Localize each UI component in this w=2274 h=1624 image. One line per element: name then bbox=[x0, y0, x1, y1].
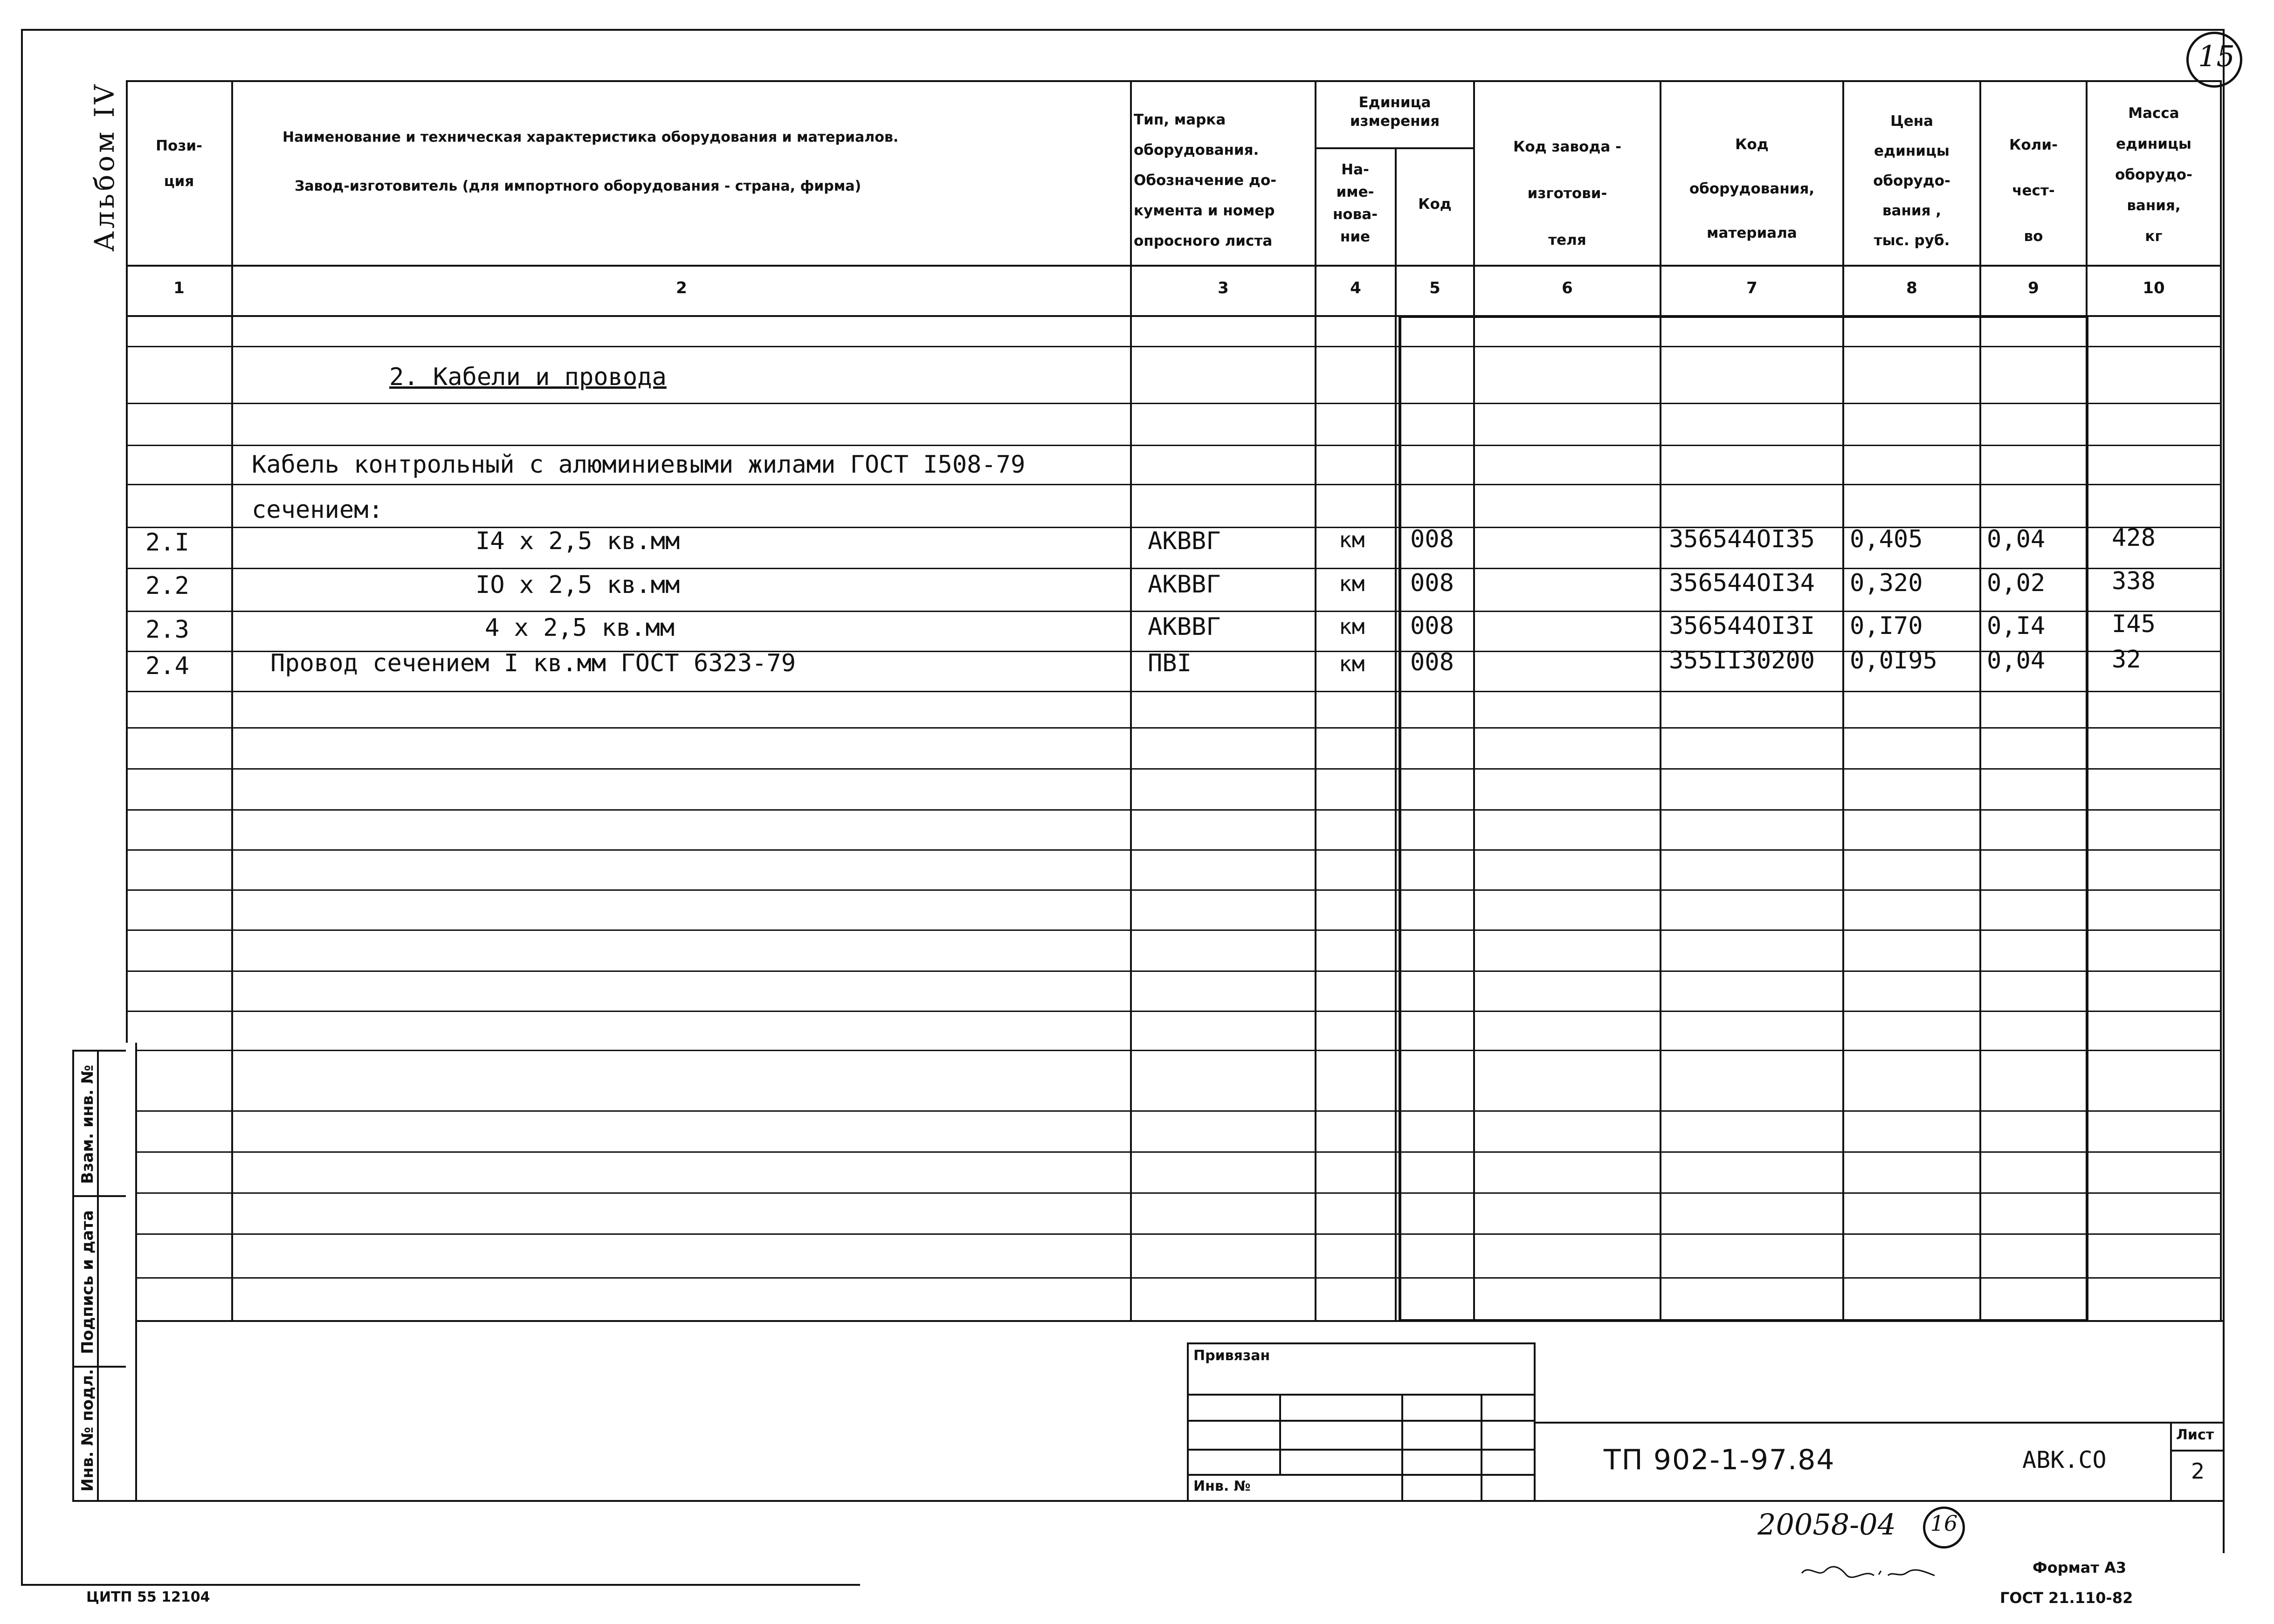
header-col7-line1: Код bbox=[1735, 136, 1769, 153]
table-row-name: IO х 2,5 кв.мм bbox=[475, 571, 680, 599]
header-col4-line1: На- bbox=[1341, 161, 1369, 178]
table-row-line bbox=[126, 445, 2222, 446]
privyazan-line4 bbox=[1187, 1474, 1535, 1476]
header-col10 bbox=[2088, 98, 2220, 252]
header-col2-line1: Наименование и техническая характеристика оборудования и материалов. bbox=[283, 129, 899, 145]
table-row-mass: 338 bbox=[2112, 567, 2156, 595]
col-number-10: 10 bbox=[2143, 279, 2165, 297]
header-col9-line3: во bbox=[2024, 228, 2043, 245]
table-row-code: 356544OI35 bbox=[1669, 525, 1815, 553]
col-number-5: 5 bbox=[1429, 279, 1440, 297]
col-line-6 bbox=[1660, 80, 1661, 1321]
page-number: 15 bbox=[2198, 39, 2235, 73]
side-stamp-inv-podl: Инв. № подл. bbox=[78, 1369, 97, 1492]
privyazan-line1 bbox=[1187, 1394, 1535, 1396]
table-row-line bbox=[126, 929, 2222, 931]
privyazan-col1 bbox=[1279, 1394, 1281, 1475]
side-stamp-vzam: Взам. инв. № bbox=[78, 1065, 97, 1184]
col-line-7 bbox=[1842, 80, 1844, 1321]
header-col6-line2: изготови- bbox=[1527, 185, 1607, 202]
header-sub-line bbox=[1315, 147, 1474, 149]
header-bottom bbox=[126, 265, 2222, 267]
col-right bbox=[2220, 80, 2222, 1321]
table-row-line bbox=[126, 727, 2222, 729]
table-row-code: 356544OI3I bbox=[1669, 612, 1815, 640]
header-col10-line4: вания, bbox=[2127, 197, 2181, 214]
table-row-name: 4 х 2,5 кв.мм bbox=[485, 614, 675, 642]
table-row-type: АКВВГ bbox=[1148, 571, 1221, 599]
table-row-line bbox=[126, 970, 2222, 972]
col-line-8 bbox=[1979, 80, 1981, 1321]
table-row-line bbox=[126, 889, 2222, 891]
table-row-unit: км bbox=[1339, 651, 1365, 676]
header-col10-line3: оборудо- bbox=[2115, 166, 2192, 183]
privyazan-label: Привязан bbox=[1193, 1348, 1270, 1364]
sheet-number: 2 bbox=[2191, 1459, 2205, 1484]
header-unit-line2: измерения bbox=[1350, 113, 1440, 130]
table-row-unit-code: 008 bbox=[1410, 648, 1454, 676]
header-col6-line1: Код завода - bbox=[1513, 138, 1621, 155]
title-block-bottom bbox=[135, 1500, 2223, 1502]
privyazan-col2 bbox=[1401, 1394, 1403, 1501]
col-number-9: 9 bbox=[2028, 279, 2039, 297]
header-col4-line2: име- bbox=[1336, 184, 1374, 200]
header-col7-line3: материала bbox=[1707, 225, 1797, 241]
doc-code: ТП 902-1-97.84 bbox=[1604, 1444, 1835, 1476]
col-line-4 bbox=[1395, 147, 1397, 1321]
header-col4-line4: ние bbox=[1340, 228, 1371, 245]
table-row-line bbox=[135, 1277, 2222, 1279]
frame-bottom bbox=[21, 1584, 860, 1586]
header-col1-line1: Пози- bbox=[156, 138, 202, 154]
header-col8-line2: единицы bbox=[1874, 143, 1950, 159]
table-row-line bbox=[135, 1233, 2222, 1235]
gost-label: ГОСТ 21.110-82 bbox=[2000, 1589, 2133, 1607]
header-col2-line2: Завод-изготовитель (для импортного оборудования - страна, фирма) bbox=[295, 178, 861, 194]
table-row-name: I4 х 2,5 кв.мм bbox=[475, 527, 680, 555]
header-col1-line2: ция bbox=[164, 173, 194, 190]
frame-right bbox=[2223, 29, 2225, 1553]
header-col4-line3: нова- bbox=[1332, 206, 1378, 223]
table-row-type: ПВI bbox=[1148, 649, 1192, 677]
table-row-line bbox=[126, 691, 2222, 692]
privyazan-top bbox=[1187, 1342, 1535, 1344]
privyazan-line2 bbox=[1187, 1420, 1535, 1422]
col-line-1 bbox=[231, 80, 233, 1321]
table-row-unit-code: 008 bbox=[1410, 569, 1454, 597]
description-line2: сечением: bbox=[252, 496, 383, 524]
side-stamp-mid bbox=[97, 1050, 99, 1502]
col-number-1: 1 bbox=[173, 279, 185, 297]
table-row-code: 355II30200 bbox=[1669, 647, 1815, 674]
table-row-type: АКВВГ bbox=[1148, 613, 1221, 641]
header-col10-line5: кг bbox=[2145, 228, 2163, 245]
table-row-price: 0,I70 bbox=[1850, 612, 1923, 640]
doc-code-top bbox=[1534, 1422, 2223, 1424]
table-row-pos: 2.4 bbox=[145, 652, 189, 680]
bold-box-top bbox=[1399, 315, 2088, 318]
table-row-mass: 428 bbox=[2112, 524, 2156, 552]
citp-label: ЦИТП 55 12104 bbox=[86, 1589, 210, 1605]
privyazan-line3 bbox=[1187, 1449, 1535, 1451]
table-row-line bbox=[126, 484, 2222, 485]
table-row-unit-code: 008 bbox=[1410, 525, 1454, 553]
signature-scribble bbox=[1799, 1557, 1939, 1585]
privyazan-col3 bbox=[1481, 1394, 1482, 1501]
header-col7 bbox=[1661, 123, 1842, 255]
table-row-unit-code: 008 bbox=[1410, 612, 1454, 640]
table-row-unit: км bbox=[1339, 527, 1365, 552]
col-left bbox=[126, 80, 128, 1043]
album-label: Альбом IV bbox=[89, 82, 120, 252]
header-col8-line3: оборудо- bbox=[1873, 172, 1950, 189]
table-row-line bbox=[126, 849, 2222, 851]
col-line-3 bbox=[1315, 80, 1316, 1321]
doc-mark: АВК.СО bbox=[2022, 1446, 2107, 1473]
header-col5: Код bbox=[1418, 196, 1452, 213]
col-number-4: 4 bbox=[1350, 279, 1361, 297]
header-col8-line5: тыс. руб. bbox=[1874, 232, 1950, 249]
table-row-unit: км bbox=[1339, 571, 1365, 596]
frame-top bbox=[21, 29, 2224, 31]
table-row-mass: 32 bbox=[2112, 646, 2141, 674]
table-row-pos: 2.2 bbox=[145, 572, 189, 600]
handwritten-number: 20058-04 bbox=[1757, 1507, 1896, 1541]
header-col3 bbox=[1134, 105, 1314, 256]
table-row-code: 356544OI34 bbox=[1669, 569, 1815, 597]
col-number-7: 7 bbox=[1746, 279, 1757, 297]
header-col10-line2: единицы bbox=[2116, 136, 2191, 152]
table-row-line bbox=[126, 1011, 2222, 1012]
section-title: 2. Кабели и провода bbox=[389, 363, 667, 391]
table-row-line bbox=[126, 403, 2222, 404]
col-number-3: 3 bbox=[1218, 279, 1229, 297]
format-label: Формат А3 bbox=[2033, 1559, 2127, 1576]
col-number-2: 2 bbox=[676, 279, 687, 297]
privyazan-left bbox=[1187, 1342, 1189, 1501]
table-row-line bbox=[135, 1151, 2222, 1153]
header-col8 bbox=[1844, 106, 1979, 255]
side-stamp-left bbox=[72, 1050, 74, 1502]
table-row-line bbox=[135, 1110, 2222, 1112]
col-number-8: 8 bbox=[1906, 279, 1917, 297]
side-stamp-div1 bbox=[72, 1195, 126, 1197]
header-col9 bbox=[1981, 122, 2086, 259]
header-col9-line2: чест- bbox=[2012, 182, 2055, 199]
header-col6-line3: теля bbox=[1548, 232, 1586, 248]
side-stamp-div2 bbox=[72, 1366, 126, 1368]
header-col1 bbox=[127, 138, 231, 190]
header-col7-line2: оборудования, bbox=[1689, 180, 1815, 197]
header-col8-line4: вания , bbox=[1882, 202, 1942, 219]
title-block-top bbox=[135, 1320, 2223, 1322]
header-col3-line5: опросного листа bbox=[1134, 233, 1273, 249]
table-row-pos: 2.3 bbox=[145, 616, 189, 644]
sheet-label: Лист bbox=[2176, 1427, 2214, 1443]
table-row-line bbox=[135, 1192, 2222, 1194]
table-row-mass: I45 bbox=[2112, 610, 2156, 638]
table-row-name: Провод сечением I кв.мм ГОСТ 6323-79 bbox=[270, 649, 796, 677]
table-row-qty: 0,04 bbox=[1987, 647, 2046, 674]
header-col3-line2: оборудования. bbox=[1134, 142, 1259, 158]
side-stamp-bottom bbox=[72, 1500, 138, 1502]
table-row-unit: км bbox=[1339, 614, 1365, 639]
header-col3-line4: кумента и номер bbox=[1134, 202, 1275, 219]
side-stamp-top bbox=[72, 1050, 126, 1052]
header-col3-line1: Тип, марка bbox=[1134, 111, 1226, 128]
header-unit-line1: Единица bbox=[1358, 94, 1431, 111]
description-line1: Кабель контрольный с алюминиевыми жилами ГОСТ I508-79 bbox=[252, 451, 1026, 479]
table-row-pos: 2.I bbox=[145, 529, 189, 557]
col-line-2 bbox=[1130, 80, 1132, 1321]
side-stamp-right bbox=[135, 1043, 137, 1502]
col-number-6: 6 bbox=[1562, 279, 1573, 297]
table-row-line bbox=[126, 346, 2222, 347]
table-row-qty: 0,04 bbox=[1987, 525, 2046, 553]
header-col6 bbox=[1475, 124, 1660, 263]
header-col8-line1: Цена bbox=[1890, 113, 1934, 130]
table-row-qty: 0,I4 bbox=[1987, 612, 2046, 640]
col-line-5 bbox=[1473, 80, 1475, 1321]
sheet-box-mid bbox=[2170, 1450, 2223, 1452]
table-row-type: АКВВГ bbox=[1148, 527, 1221, 555]
header-col9-line1: Коли- bbox=[2009, 137, 2058, 153]
frame-left bbox=[21, 29, 23, 1586]
circled-number: 16 bbox=[1930, 1511, 1958, 1536]
table-row-price: 0,0I95 bbox=[1850, 647, 1937, 674]
col-line-4b bbox=[1399, 315, 1401, 1321]
table-row-line bbox=[126, 768, 2222, 770]
table-row-line bbox=[126, 809, 2222, 811]
table-row-price: 0,405 bbox=[1850, 525, 1923, 553]
bold-box-right bbox=[2086, 315, 2088, 1322]
header-col10-line1: Масса bbox=[2128, 105, 2179, 122]
header-col3-line3: Обозначение до- bbox=[1134, 172, 1277, 189]
header-col4 bbox=[1316, 158, 1395, 248]
table-top bbox=[126, 80, 2222, 82]
header-unit-group bbox=[1316, 93, 1473, 131]
table-row-line bbox=[135, 1050, 2222, 1051]
sheet-box-left bbox=[2170, 1422, 2172, 1501]
side-stamp-podpis: Подпись и дата bbox=[78, 1210, 97, 1354]
inv-no-label: Инв. № bbox=[1193, 1478, 1251, 1494]
table-row-qty: 0,02 bbox=[1987, 569, 2046, 597]
table-row-price: 0,320 bbox=[1850, 569, 1923, 597]
